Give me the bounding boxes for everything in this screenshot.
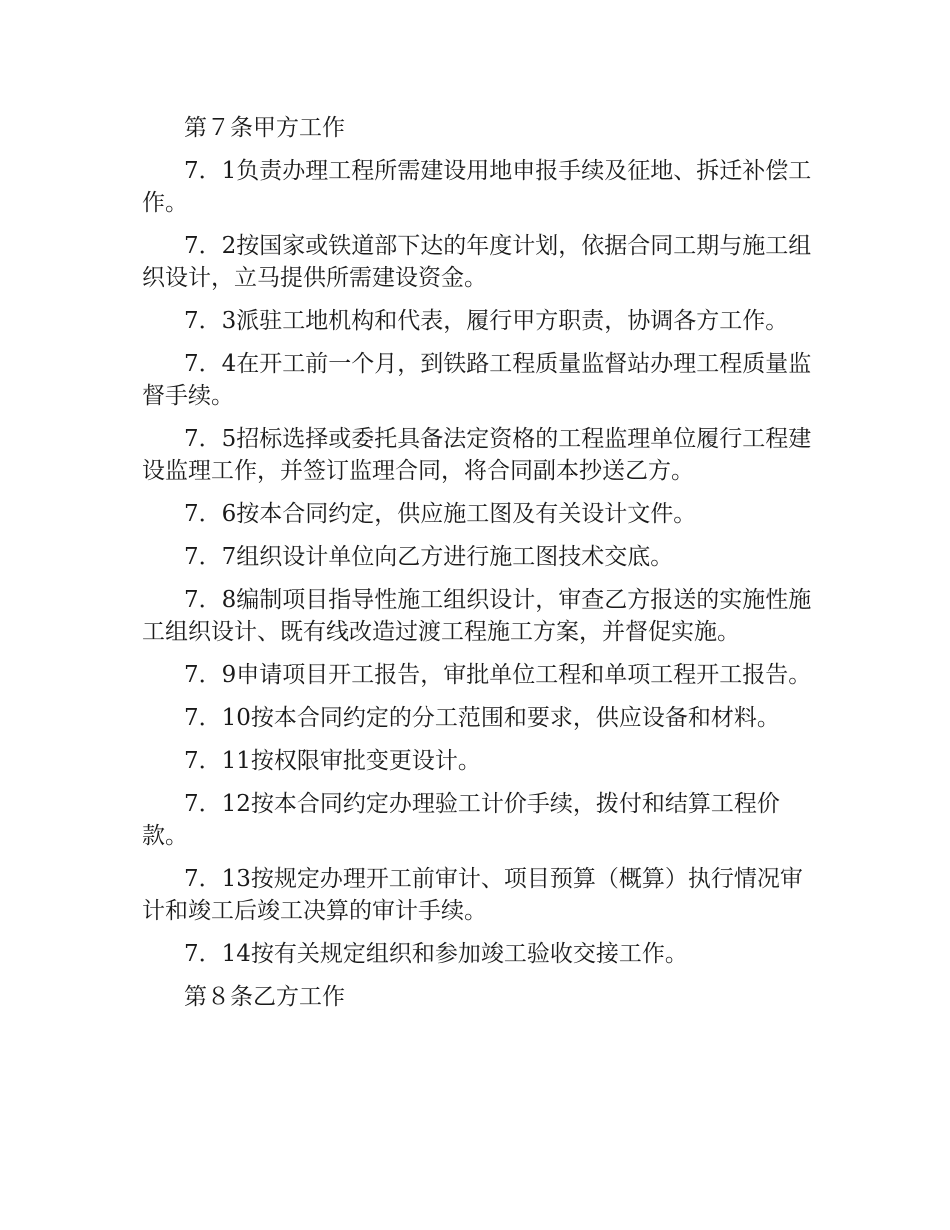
clause-7-13: 7．13按规定办理开工前审计、项目预算（概算）执行情况审计和竣工后竣工决算的审计手续。 bbox=[142, 866, 803, 924]
clause-7-1: 7．1负责办理工程所需建设用地申报手续及征地、拆迁补偿工作。 bbox=[142, 158, 812, 216]
section-heading: 第８条乙方工作 bbox=[184, 984, 345, 1010]
clause-7-9: 7．9申请项目开工报告，审批单位工程和单项工程开工报告。 bbox=[184, 662, 812, 688]
clause-7-3: 7．3派驻工地机构和代表，履行甲方职责，协调各方工作。 bbox=[184, 308, 789, 334]
clause-7-6: 7．6按本合同约定，供应施工图及有关设计文件。 bbox=[184, 501, 697, 527]
clause-7-4: 7．4在开工前一个月，到铁路工程质量监督站办理工程质量监督手续。 bbox=[142, 351, 812, 409]
clause-7-14: 7．14按有关规定组织和参加竣工验收交接工作。 bbox=[184, 941, 688, 967]
clause-7-10: 7．10按本合同约定的分工范围和要求，供应设备和材料。 bbox=[184, 705, 780, 731]
document-page bbox=[142, 112, 812, 1024]
clause-7-7: 7．7组织设计单位向乙方进行施工图技术交底。 bbox=[184, 544, 674, 570]
clause-7-5: 7．5招标选择或委托具备法定资格的工程监理单位履行工程建设监理工作，并签订监理合同，将合同副本抄送乙方。 bbox=[142, 426, 812, 484]
clause-7-11: 7．11按权限审批变更设计。 bbox=[184, 748, 481, 774]
section-heading: 第７条甲方工作 bbox=[184, 115, 345, 141]
clause-7-2: 7．2按国家或铁道部下达的年度计划，依据合同工期与施工组织设计，立马提供所需建设资金。 bbox=[142, 233, 812, 291]
clause-7-12: 7．12按本合同约定办理验工计价手续，拨付和结算工程价款。 bbox=[142, 791, 780, 849]
clause-7-8: 7．8编制项目指导性施工组织设计，审查乙方报送的实施性施工组织设计、既有线改造过渡工程施工方案，并督促实施。 bbox=[142, 587, 812, 645]
